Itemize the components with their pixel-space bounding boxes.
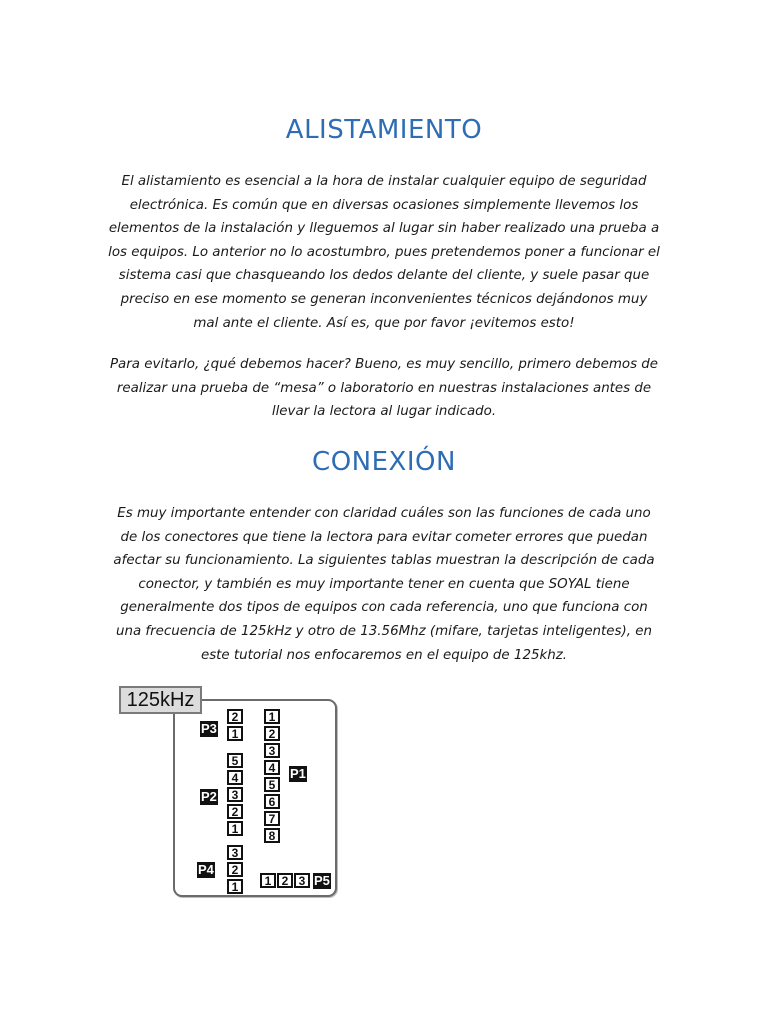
connector-p1-pin: 3 xyxy=(264,743,280,758)
connector-p1-label: P1 xyxy=(290,766,306,781)
frequency-label: 125kHz xyxy=(119,686,202,714)
connector-p1-pin: 4 xyxy=(264,760,280,775)
connector-p2-pin: 5 xyxy=(227,753,243,768)
connector-p5-pin: 1 xyxy=(260,873,276,888)
paragraph-conexion: Es muy importante entender con claridad cuáles son las funciones de cada uno de los conectores que tiene la lectora para evitar cometer errores que puedan afectar su funcionamiento. La siguientes tablas muestran la descripción de cada conector, y también es muy importante tener en cuenta que SOYAL tiene generalmente dos tipos de equipos con cada referencia, uno que funciona con una frecuencia de 125kHz y otro de 13.56Mhz (mifare, tarjetas inteligentes), en este tutorial nos enfocaremos en el equipo de 125khz. xyxy=(113,506,655,663)
section-title-conexion: CONEXIÓN xyxy=(312,447,456,477)
connector-p2-pin: 2 xyxy=(227,804,243,819)
paragraph-alistamiento-1: El alistamiento es esencial a la hora de instalar cualquier equipo de seguridad electrónica. Es común que en diversas ocasiones simplemente llevemos los elementos de la instalación y lleguemos al lugar sin haber realizado una prueba a los equipos. Lo anterior no lo acostumbro, pues pretendemos poner a funcionar el sistema casi que chasqueando los dedos delante del cliente, y suele pasar que preciso en ese momento se generan inconvenientes técnicos dejándonos muy mal ante el cliente. Así es, que por favor ¡evitemos esto! xyxy=(108,174,660,331)
connector-p2-pin: 1 xyxy=(227,821,243,836)
connector-p1-pin: 2 xyxy=(264,726,280,741)
connector-p4-pin: 1 xyxy=(227,879,243,894)
connector-p4-pin: 2 xyxy=(227,862,243,877)
connector-p4-pin: 3 xyxy=(227,845,243,860)
connector-p5-pin: 3 xyxy=(294,873,310,888)
connector-p4-label: P4 xyxy=(198,862,214,877)
connector-p3-pin: 2 xyxy=(227,709,243,724)
connector-p1-pin: 8 xyxy=(264,828,280,843)
connector-p1-pin: 7 xyxy=(264,811,280,826)
connector-p2-pin: 4 xyxy=(227,770,243,785)
section-title-alistamiento: ALISTAMIENTO xyxy=(285,115,483,145)
connector-p2-label: P2 xyxy=(201,789,217,804)
connector-p1-pin: 6 xyxy=(264,794,280,809)
connector-p5-pin: 2 xyxy=(277,873,293,888)
paragraph-alistamiento-2: Para evitarlo, ¿qué debemos hacer? Bueno, es muy sencillo, primero debemos de realizar una prueba de “mesa” o laboratorio en nuestras instalaciones antes de llevar la lectora al lugar indicado. xyxy=(109,357,659,420)
connector-p2-pin: 3 xyxy=(227,787,243,802)
connector-p5-label: P5 xyxy=(314,873,330,888)
connector-p1-pin: 1 xyxy=(264,709,280,724)
connector-diagram xyxy=(119,686,341,908)
connector-p3-pin: 1 xyxy=(227,726,243,741)
connector-p3-label: P3 xyxy=(201,721,217,736)
connector-p1-pin: 5 xyxy=(264,777,280,792)
